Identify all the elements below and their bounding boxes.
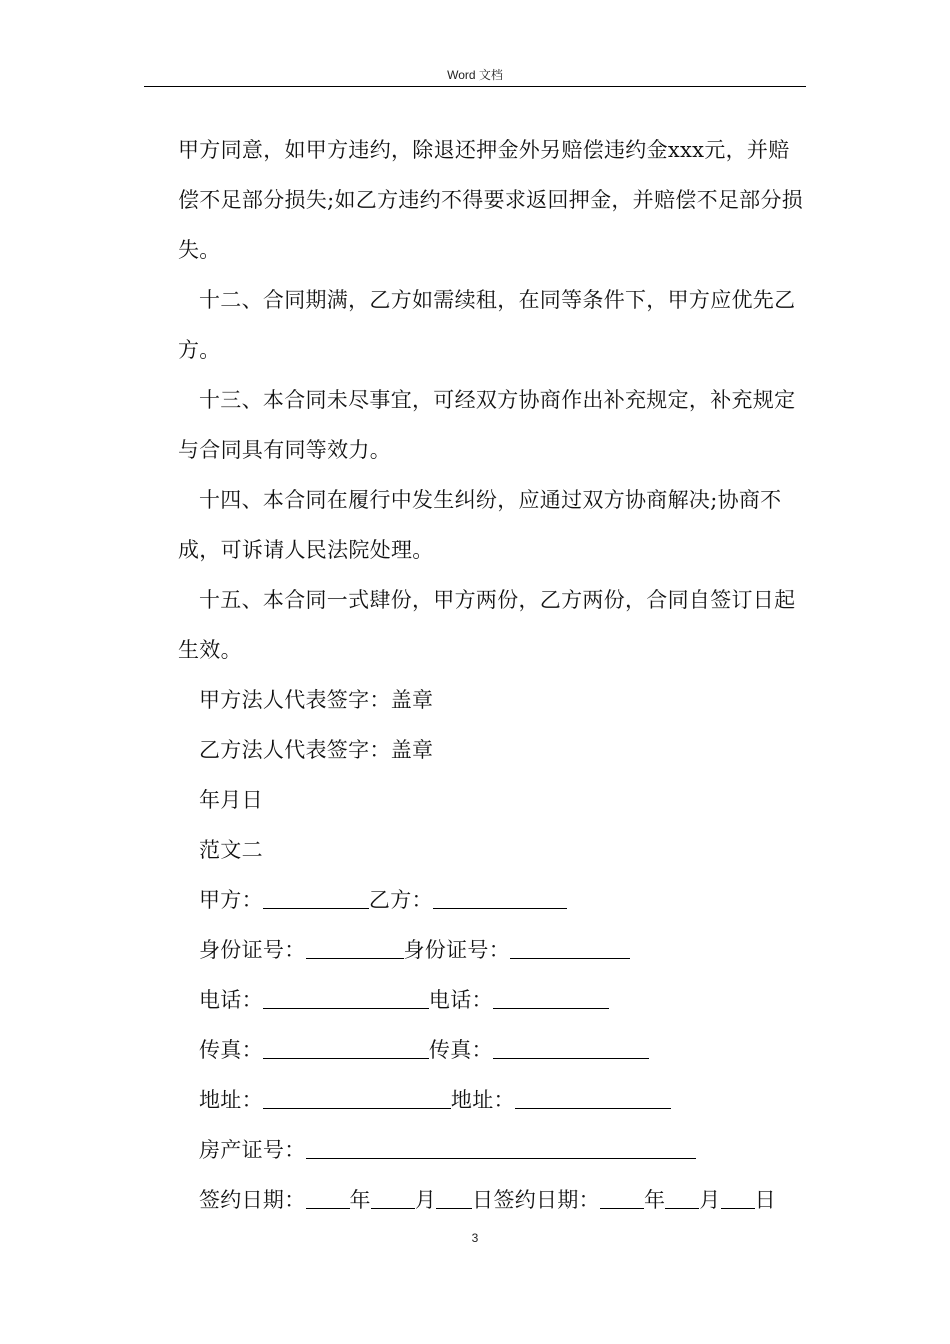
signature-party-a: 甲方法人代表签字：盖章	[199, 688, 434, 712]
id-b-blank	[510, 934, 630, 959]
party-a-label: 甲方：	[199, 888, 263, 912]
id-b-label: 身份证号：	[403, 938, 510, 962]
page-number: 3	[471, 1231, 479, 1245]
addr-b-blank	[515, 1084, 671, 1109]
paragraph-clause-13: 十三、本合同未尽事宜，可经双方协商作出补充规定，补充规定与合同具有同等效力。	[178, 388, 796, 462]
addr-a-blank	[263, 1084, 451, 1109]
sign-date-a-day-blank	[436, 1184, 472, 1209]
sign-date-b-year-blank	[600, 1184, 644, 1209]
party-b-label: 乙方：	[368, 888, 433, 912]
sign-date-a-year: 年	[349, 1188, 371, 1212]
sign-date-a-label: 签约日期：	[199, 1188, 306, 1212]
date-line: 年月日	[199, 788, 263, 812]
sign-date-b-month-blank	[665, 1184, 699, 1209]
sign-date-a-day: 日	[472, 1188, 494, 1212]
paragraph-clause-12: 十二、合同期满，乙方如需续租，在同等条件下，甲方应优先乙方。	[178, 288, 796, 362]
signature-party-b: 乙方法人代表签字：盖章	[199, 738, 434, 762]
addr-b-label: 地址：	[450, 1088, 515, 1112]
form-row-address	[178, 1075, 804, 1125]
property-blank	[306, 1134, 696, 1159]
id-a-label: 身份证号：	[199, 938, 306, 962]
paragraph-clause-14: 十四、本合同在履行中发生纠纷，应通过双方协商解决;协商不成，可诉请人民法院处理。	[178, 488, 782, 562]
section-title: 范文二	[199, 838, 263, 862]
sign-date-a-year-blank	[306, 1184, 350, 1209]
page-header-title: Word 文档	[447, 68, 503, 82]
form-row-sign-date	[178, 1175, 804, 1225]
sign-date-b-label: 签约日期：	[493, 1188, 600, 1212]
sign-date-b-month: 月	[699, 1188, 721, 1212]
form-row-phone	[178, 975, 804, 1025]
sign-date-a-month: 月	[414, 1188, 437, 1212]
header-divider	[144, 86, 806, 87]
property-label: 房产证号：	[199, 1138, 306, 1162]
document-body	[178, 125, 804, 1225]
phone-b-blank	[493, 984, 609, 1009]
form-row-fax	[178, 1025, 804, 1075]
fax-a-label: 传真：	[199, 1038, 263, 1062]
paragraph-deposit-penalty: 甲方同意，如甲方违约，除退还押金外另赔偿违约金xxx元，并赔偿不足部分损失;如乙方违约不得要求返回押金，并赔偿不足部分损失。	[178, 138, 804, 262]
paragraph-clause-15: 十五、本合同一式肆份，甲方两份，乙方两份，合同自签订日起生效。	[178, 588, 796, 662]
party-b-blank	[433, 884, 567, 909]
sign-date-b-year: 年	[643, 1188, 666, 1212]
form-row-party	[178, 875, 804, 925]
id-a-blank	[306, 934, 404, 959]
phone-a-blank	[263, 984, 429, 1009]
fax-b-label: 传真：	[428, 1038, 493, 1062]
fax-a-blank	[263, 1034, 429, 1059]
form-row-property	[178, 1125, 804, 1175]
sign-date-b-day: 日	[754, 1188, 776, 1212]
form-row-id	[178, 925, 804, 975]
fax-b-blank	[493, 1034, 649, 1059]
sign-date-a-month-blank	[371, 1184, 415, 1209]
addr-a-label: 地址：	[199, 1088, 263, 1112]
sign-date-b-day-blank	[721, 1184, 755, 1209]
phone-b-label: 电话：	[428, 988, 493, 1012]
phone-a-label: 电话：	[199, 988, 263, 1012]
party-a-blank	[263, 884, 369, 909]
